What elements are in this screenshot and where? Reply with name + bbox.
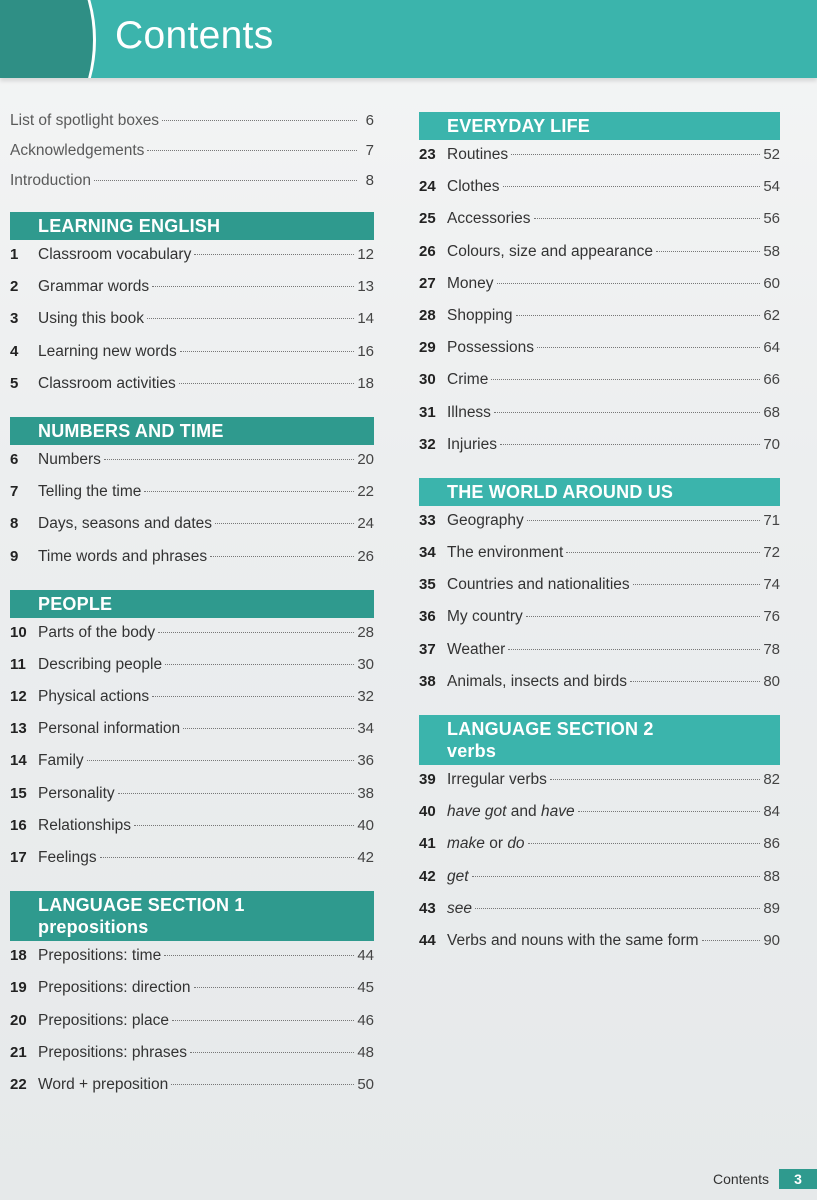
unit-number: 11 [10,655,26,673]
dot-leader [566,552,760,553]
unit-title: Weather [447,640,506,658]
spacer [419,468,780,478]
toc-entry[interactable] [10,688,374,720]
toc-entry[interactable] [419,673,780,705]
section-heading [10,590,374,618]
page-number: 6 [365,112,374,129]
dot-leader [508,649,760,650]
unit-title: Possessions [447,339,535,357]
unit-number: 43 [419,899,436,917]
spacer [10,407,374,417]
toc-entry[interactable] [419,243,780,275]
unit-title-part: see [447,899,472,917]
dot-leader [100,857,355,858]
unit-number: 6 [10,450,19,468]
right-column [419,112,780,964]
toc-entry[interactable] [419,436,780,468]
page-number: 89 [763,899,780,917]
dot-leader [104,459,354,460]
unit-title: Classroom vocabulary [38,246,192,263]
unit-title: Illness [447,403,491,421]
dot-leader [550,779,760,780]
unit-number: 1 [10,246,19,263]
dot-leader [134,825,354,826]
page-number: 82 [763,771,780,788]
toc-entry[interactable] [10,752,374,784]
unit-number: 17 [10,849,27,866]
page-number: 58 [763,242,780,260]
dot-leader [210,556,354,557]
unit-number: 23 [419,146,436,163]
unit-title: Family [38,752,84,770]
unit-number: 35 [419,576,436,594]
toc-entry[interactable] [419,544,780,576]
spacer [10,580,374,590]
page-number: 42 [357,849,374,866]
dot-leader [165,664,354,665]
unit-number: 7 [10,483,19,501]
section-subtitle: verbs [447,741,497,761]
dot-leader [503,186,761,187]
toc-entry[interactable] [10,451,374,483]
unit-number: 38 [419,672,436,690]
unit-title: Classroom activities [38,374,176,392]
section-title: LEARNING ENGLISH [38,216,221,236]
toc-entry[interactable] [10,720,374,752]
unit-number: 36 [419,608,436,626]
unit-number: 37 [419,640,436,658]
dot-leader [194,987,355,988]
page-number: 62 [763,306,780,324]
dot-leader [162,120,357,121]
page-number: 8 [365,172,374,189]
toc-entry[interactable] [10,624,374,656]
spacer [10,881,374,891]
left-column [10,112,374,1108]
toc-entry[interactable] [10,979,374,1011]
dot-leader [537,347,760,348]
toc-entry[interactable] [419,771,780,803]
page-number: 78 [763,640,780,658]
page-number: 74 [763,576,780,594]
unit-number: 31 [419,403,436,421]
toc-entry[interactable] [10,343,374,375]
unit-title: The environment [447,544,564,562]
unit-number: 13 [10,720,27,738]
page-title: Contents [115,14,274,57]
unit-number: 15 [10,784,27,802]
dot-leader [656,251,760,252]
spacer [419,705,780,715]
page-number: 88 [763,867,780,885]
dot-leader [87,760,355,761]
unit-number: 27 [419,274,436,292]
unit-title: Verbs and nouns with the same form [447,931,699,949]
page-number: 34 [357,720,374,738]
unit-number: 41 [419,835,436,853]
page-number: 12 [357,246,374,263]
toc-entry[interactable] [419,146,780,178]
section-heading [10,891,374,941]
unit-title: Grammar words [38,278,150,296]
dot-leader [534,218,761,219]
unit-title: Prepositions: place [38,1011,169,1029]
dot-leader [500,444,760,445]
toc-entry[interactable] [10,785,374,817]
page-number: 52 [763,146,780,163]
toc-entry[interactable] [419,178,780,210]
page-number: 80 [763,672,780,690]
unit-title: Using this book [38,310,144,328]
section-heading [419,112,780,140]
page-number: 44 [357,947,374,965]
page-number: 22 [357,483,374,501]
unit-number: 2 [10,278,19,296]
unit-number: 21 [10,1043,27,1061]
unit-title: Learning new words [38,342,177,360]
page-number: 46 [357,1011,374,1029]
toc-entry[interactable] [10,515,374,547]
unit-title-part: get [447,867,469,885]
unit-title: Routines [447,146,509,163]
dot-leader [633,584,761,585]
page-number: 71 [763,511,780,529]
page-number: 14 [357,310,374,328]
unit-title: Personal information [38,720,181,738]
unit-title: My country [447,608,523,626]
unit-title: Injuries [447,435,497,453]
unit-number: 19 [10,979,27,997]
page-number: 18 [357,374,374,392]
unit-title: Days, seasons and dates [38,515,213,533]
unit-number: 29 [419,339,436,357]
unit-title: Accessories [447,210,531,228]
toc-entry[interactable] [419,307,780,339]
dot-leader [171,1084,354,1085]
dot-leader [118,793,355,794]
toc-entry[interactable] [419,339,780,371]
unit-title: Animals, insects and birds [447,672,628,690]
toc-entry[interactable] [10,548,374,580]
toc-entry[interactable] [419,275,780,307]
dot-leader [516,315,761,316]
page-number: 72 [763,544,780,562]
dot-leader [94,180,357,181]
toc-entry[interactable] [10,278,374,310]
unit-title: Countries and nationalities [447,576,630,594]
toc-entry[interactable] [10,246,374,278]
entry-title: List of spotlight boxes [10,112,160,129]
toc-entry[interactable] [10,947,374,979]
page-number: 40 [357,816,374,834]
page-number: 50 [357,1075,374,1093]
dot-leader [152,696,354,697]
entry-title: Introduction [10,172,91,189]
dot-leader [172,1020,354,1021]
unit-number: 10 [10,623,27,641]
page-number: 64 [763,339,780,357]
unit-title: Irregular verbs [447,771,547,788]
unit-number: 9 [10,547,19,565]
unit-number: 33 [419,511,436,529]
unit-number: 18 [10,947,27,965]
page-number-badge: 3 [779,1169,817,1189]
unit-title: Physical actions [38,688,150,706]
toc-entry[interactable] [419,932,780,964]
toc-entry[interactable] [10,375,374,407]
toc-entry[interactable] [10,1012,374,1044]
dot-leader [147,150,357,151]
toc-entry[interactable] [419,803,780,835]
toc-entry[interactable] [10,849,374,881]
unit-title [447,868,469,886]
toc-entry[interactable] [419,512,780,544]
dot-leader [215,523,354,524]
unit-title: Prepositions: time [38,947,162,965]
unit-title: Shopping [447,306,513,324]
unit-title: Money [447,274,494,292]
unit-title [447,835,525,853]
unit-title-part: have got [447,803,507,821]
page-number: 32 [357,688,374,706]
toc-entry[interactable] [419,868,780,900]
dot-leader [164,955,354,956]
unit-title: Word + preposition [38,1075,169,1093]
page-number: 60 [763,274,780,292]
unit-number: 32 [419,435,436,453]
unit-title: Numbers [38,450,101,468]
section-title: LANGUAGE SECTION 1 [38,895,245,916]
unit-title: Prepositions: direction [38,979,191,997]
page-number: 13 [357,278,374,296]
dot-leader [630,681,760,682]
unit-number: 14 [10,752,27,770]
unit-number: 42 [419,867,436,885]
page-number: 68 [763,403,780,421]
unit-title: Feelings [38,849,97,866]
entry-title: Acknowledgements [10,142,145,159]
page-number: 70 [763,435,780,453]
unit-number: 20 [10,1011,27,1029]
toc-entry[interactable] [419,210,780,242]
page-number: 48 [357,1043,374,1061]
dot-leader [497,283,761,284]
unit-title: Colours, size and appearance [447,242,653,260]
unit-number: 44 [419,931,436,949]
toc-entry[interactable] [419,608,780,640]
unit-title: Crime [447,371,489,389]
page-number: 16 [357,342,374,360]
unit-number: 34 [419,544,436,562]
page-number: 38 [357,784,374,802]
dot-leader [194,254,354,255]
dot-leader [152,286,354,287]
toc-entry[interactable] [419,641,780,673]
dot-leader [511,154,760,155]
unit-number: 39 [419,771,436,788]
toc-entry[interactable] [419,835,780,867]
page-number: 86 [763,835,780,853]
toc-entry[interactable] [10,1044,374,1076]
book-spine-decoration [0,0,96,78]
unit-title [447,900,472,918]
unit-title: Time words and phrases [38,547,208,565]
unit-title: Clothes [447,178,500,196]
section-heading [419,478,780,506]
section-subtitle: prepositions [38,917,149,938]
toc-entry[interactable] [10,1076,374,1108]
section-heading [10,212,374,240]
unit-title-part: do [507,835,525,853]
section-title: PEOPLE [38,593,113,614]
unit-title: Telling the time [38,483,142,501]
unit-title-part: or [484,835,508,853]
page-number: 54 [763,178,780,196]
toc-entry[interactable] [419,900,780,932]
dot-leader [491,379,760,380]
toc-entry[interactable] [419,576,780,608]
dot-leader [158,632,354,633]
toc-entry[interactable] [419,404,780,436]
page-number: 76 [763,608,780,626]
section-heading [419,715,780,765]
section-heading [10,417,374,445]
page-number: 45 [357,979,374,997]
unit-number: 8 [10,515,19,533]
section-title: NUMBERS AND TIME [38,420,224,441]
unit-number: 4 [10,342,19,360]
dot-leader [183,728,354,729]
page-number: 30 [357,655,374,673]
footer-label: Contents [712,1171,769,1187]
toc-entry[interactable] [10,310,374,342]
unit-title: Prepositions: phrases [38,1043,188,1061]
page-number: 20 [357,450,374,468]
page-number: 84 [763,803,780,821]
spacer [10,202,374,212]
dot-leader [526,616,761,617]
unit-title [447,803,575,821]
dot-leader [494,412,760,413]
page-number: 24 [357,515,374,533]
dot-leader [180,351,355,352]
unit-title: Personality [38,784,115,802]
unit-title: Parts of the body [38,623,156,641]
unit-number: 28 [419,306,436,324]
dot-leader [144,491,354,492]
unit-title: Describing people [38,655,163,673]
dot-leader [578,811,761,812]
section-title: THE WORLD AROUND US [447,481,674,502]
toc-entry[interactable] [10,483,374,515]
unit-number: 5 [10,374,19,392]
dot-leader [179,383,355,384]
page-number: 28 [357,623,374,641]
dot-leader [147,318,354,319]
unit-number: 22 [10,1075,27,1093]
page-number: 66 [763,371,780,389]
toc-entry[interactable] [10,656,374,688]
dot-leader [702,940,761,941]
page-number: 7 [365,142,374,159]
page-number: 26 [357,547,374,565]
unit-number: 24 [419,178,436,196]
dot-leader [475,908,760,909]
unit-title-part: make [447,835,485,853]
section-title: EVERYDAY LIFE [447,116,590,136]
toc-entry[interactable] [10,817,374,849]
unit-number: 30 [419,371,436,389]
dot-leader [528,843,761,844]
dot-leader [527,520,761,521]
unit-title: Relationships [38,816,132,834]
page-number: 90 [763,931,780,949]
page-footer [713,1169,817,1189]
front-matter-entry[interactable] [10,112,374,142]
unit-title-part: and [506,803,541,821]
page-header [0,0,817,78]
page-number: 56 [763,210,780,228]
unit-number: 25 [419,210,436,228]
unit-number: 3 [10,310,19,328]
unit-number: 12 [10,688,27,706]
front-matter-entry[interactable] [10,172,374,202]
section-title: LANGUAGE SECTION 2 [447,719,654,739]
unit-title-part: have [540,803,575,821]
dot-leader [190,1052,354,1053]
unit-title: Geography [447,511,524,529]
unit-number: 40 [419,803,436,821]
dot-leader [472,876,761,877]
page-number: 36 [357,752,374,770]
unit-number: 16 [10,816,27,834]
toc-entry[interactable] [419,371,780,403]
front-matter-entry[interactable] [10,142,374,172]
unit-number: 26 [419,242,436,260]
